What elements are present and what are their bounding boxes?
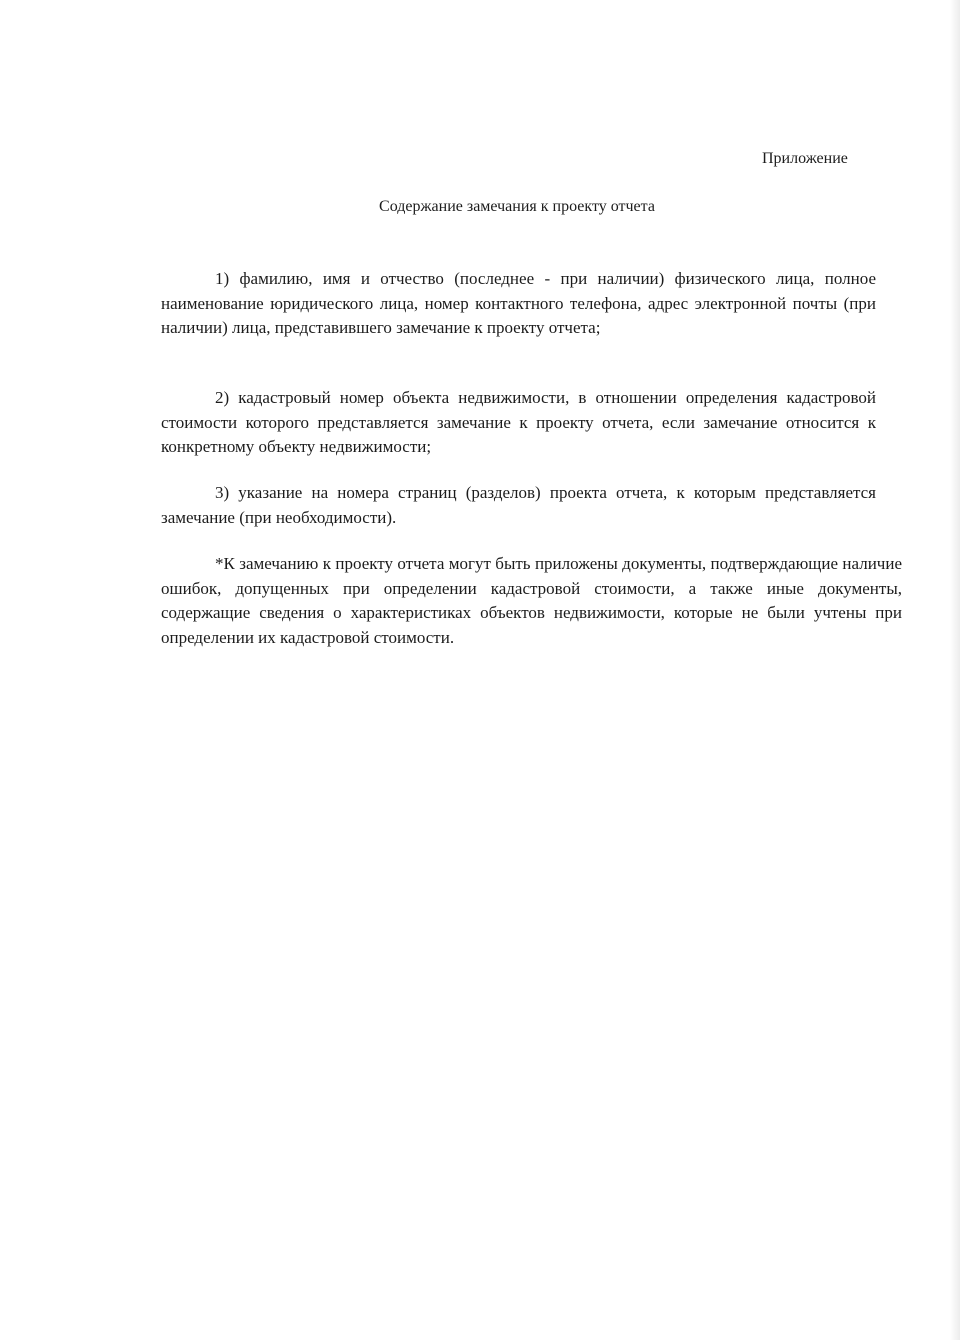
- document-title: Содержание замечания к проекту отчета: [379, 198, 655, 215]
- appendix-label: Приложение: [762, 150, 848, 167]
- paragraph-item-2: 2) кадастровый номер объекта недвижимости, в отношении определения кадастровой стоимости которого представляется замечание к проекту отчета, если замечание относится к конкретному объекту недвижимости;: [161, 388, 876, 456]
- paragraph-item-3: 3) указание на номера страниц (разделов) проекта отчета, к которым представляется замечание (при необходимости).: [161, 483, 876, 527]
- paragraph-note: *К замечанию к проекту отчета могут быть приложены документы, подтверждающие наличие ошибок, допущенных при определении кадастровой стоимости, а также иные документы, содержащие сведения о характеристиках объектов недвижимости, которые не были учтены при определении их кадастровой стоимости.: [161, 554, 902, 647]
- paragraph-item-1: 1) фамилию, имя и отчество (последнее - при наличии) физического лица, полное наименование юридического лица, номер контактного телефона, адрес электронной почты (при наличии) лица, представившего замечание к проекту отчета;: [161, 269, 876, 337]
